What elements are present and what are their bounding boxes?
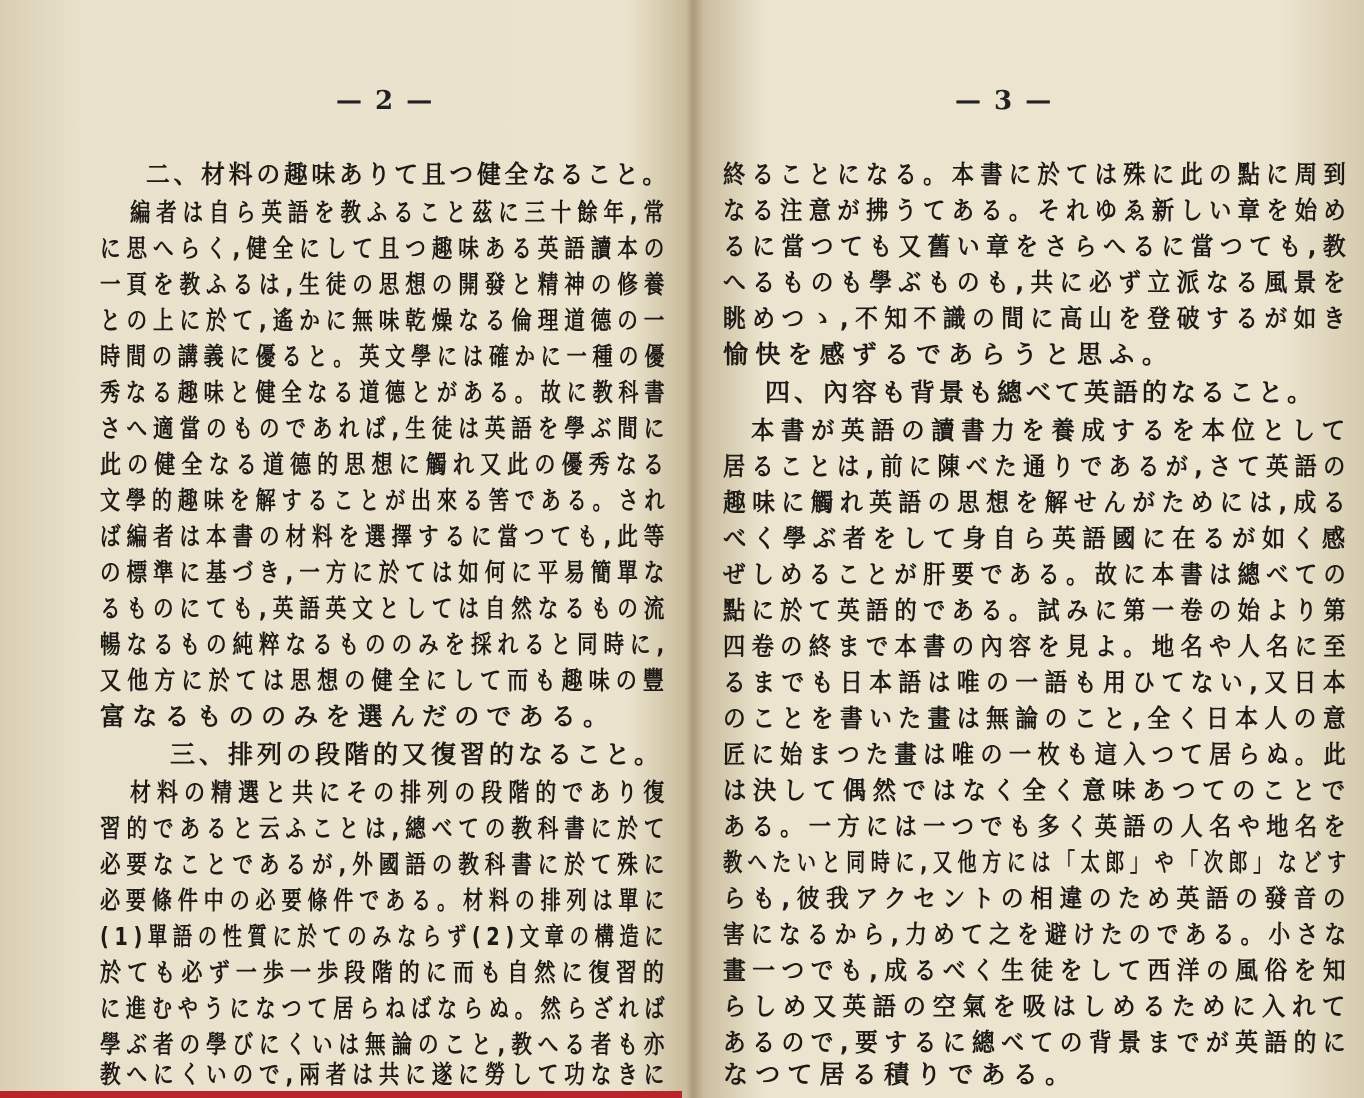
book-edge-red <box>0 1091 682 1098</box>
text-line: あるので,要するに總べての背景までが英語的に <box>723 1028 1353 1057</box>
text-line: なつて居る積りである。 <box>723 1060 1078 1089</box>
text-line: 又他方に於ては思想の健全にして而も趣味の豐 <box>100 666 671 695</box>
section-heading: 四、內容も背景も總べて英語的なること。 <box>765 378 1317 407</box>
text-line: 愉快を感ずるであらうと思ふ。 <box>723 340 1175 369</box>
text-line: 學ぶ者の學びにくいは無論のこと,教へる者も亦 <box>100 1030 671 1059</box>
text-line: (1)單語の性質に於てのみならず(2)文章の構造に <box>100 922 670 951</box>
text-line: 四卷の終まで本書の內容を見よ。地名や人名に至 <box>723 632 1353 661</box>
text-line: るものにても,英語英文としては自然なるもの流 <box>100 594 671 623</box>
text-line: 終ることになる。本書に於ては殊に此の點に周到 <box>723 160 1353 189</box>
left-page <box>0 0 682 1090</box>
text-line: 富なるもののみを選んだのである。 <box>100 702 616 731</box>
text-line: 畫一つでも,成るべく生徒をして西洋の風俗を知 <box>723 956 1353 985</box>
text-line: の標準に基づき,一方に於ては如何に平易簡單な <box>100 558 671 587</box>
text-line: 暢なるもの純粹なるもののみを採れると同時に, <box>100 630 671 659</box>
text-line: 習的であると云ふことは,總べての教科書に於て <box>100 814 671 843</box>
text-line: へるものも學ぶものも,共に必ず立派なる風景を <box>723 268 1353 297</box>
text-line: さへ適當のものであれば,生徒は英語を學ぶ間に <box>100 414 671 443</box>
text-line: 本書が英語の讀書力を養成するを本位として <box>751 416 1352 445</box>
text-line: のことを書いた畫は無論のこと,全く日本人の意 <box>723 704 1353 733</box>
text-line: らも,彼我アクセントの相違のため英語の發音の <box>723 884 1353 913</box>
text-line: 秀なる趣味と健全なる道德とがある。故に教科書 <box>100 378 671 407</box>
text-line: に進むやうになつて居らねばならぬ。然らざれば <box>100 994 671 1023</box>
text-line: に思へらく,健全にして且つ趣味ある英語讀本の <box>100 234 671 263</box>
text-line: 一頁を教ふるは,生徒の思想の開發と精神の修養 <box>100 270 671 299</box>
right-page <box>683 0 1364 1090</box>
text-line: るに當つても又舊い章をさらへるに當つても,教 <box>723 232 1353 261</box>
text-line: るまでも日本語は唯の一語も用ひてない,又日本 <box>723 668 1353 697</box>
text-line: 趣味に觸れ英語の思想を解せんがためには,成る <box>723 488 1353 517</box>
section-heading: 三、排列の段階的又復習的なること。 <box>170 740 664 769</box>
text-line: 文學的趣味を解することが出來る筈である。され <box>100 486 671 515</box>
text-line: なる注意が拂うてある。それゆゑ新しい章を始め <box>723 196 1353 225</box>
text-line: らしめ又英語の空氣を吸はしめるために入れて <box>723 992 1352 1021</box>
text-line: 此の健全なる道德的思想に觸れ又此の優秀なる <box>100 450 671 479</box>
text-line: 教へにくいので,兩者は共に遂に勞して功なきに <box>100 1060 671 1089</box>
text-line: 教へたいと同時に,又他方には「太郎」や「次郎」などす <box>723 848 1352 877</box>
text-line: は決して偶然ではなく全く意味あつてのことで <box>723 776 1352 805</box>
text-line: 於ても必ず一歩一歩段階的に而も自然に復習的 <box>100 958 671 987</box>
page-number: — 3 — <box>955 86 1054 116</box>
text-line: ば編者は本書の材料を選擇するに當つても,此等 <box>100 522 671 551</box>
text-line: 點に於て英語的である。試みに第一卷の始より第 <box>723 596 1353 625</box>
text-line: べく學ぶ者をして身自ら英語國に在るが如く感 <box>723 524 1352 553</box>
text-line: 編者は自ら英語を教ふること茲に三十餘年,常 <box>130 198 670 227</box>
text-line: 時間の講義に優ると。英文學には確かに一種の優 <box>100 342 671 371</box>
text-line: 必要なことであるが,外國語の教科書に於て殊に <box>100 850 671 879</box>
text-line: 居ることは,前に陳べた通りであるが,さて英語の <box>723 452 1352 481</box>
text-line: 害になるから,力めて之を避けたのである。小さな <box>723 920 1353 949</box>
text-line: 眺めつゝ,不知不識の間に高山を登破するが如き <box>723 304 1353 333</box>
text-line: 必要條件中の必要條件である。材料の排列は單に <box>100 886 671 915</box>
text-line: ある。一方には一つでも多く英語の人名や地名を <box>723 812 1353 841</box>
text-line: 匠に始まつた畫は唯の一枚も這入つて居らぬ。此 <box>723 740 1353 769</box>
text-line: との上に於て,遙かに無味乾燥なる倫理道德の一 <box>100 306 671 335</box>
section-heading: 二、材料の趣味ありて且つ健全なること。 <box>146 160 671 189</box>
text-line: 材料の精選と共にその排列の段階的であり復 <box>130 778 671 807</box>
page-number: — 2 — <box>336 86 435 116</box>
text-line: ぜしめることが肝要である。故に本書は總べての <box>723 560 1353 589</box>
